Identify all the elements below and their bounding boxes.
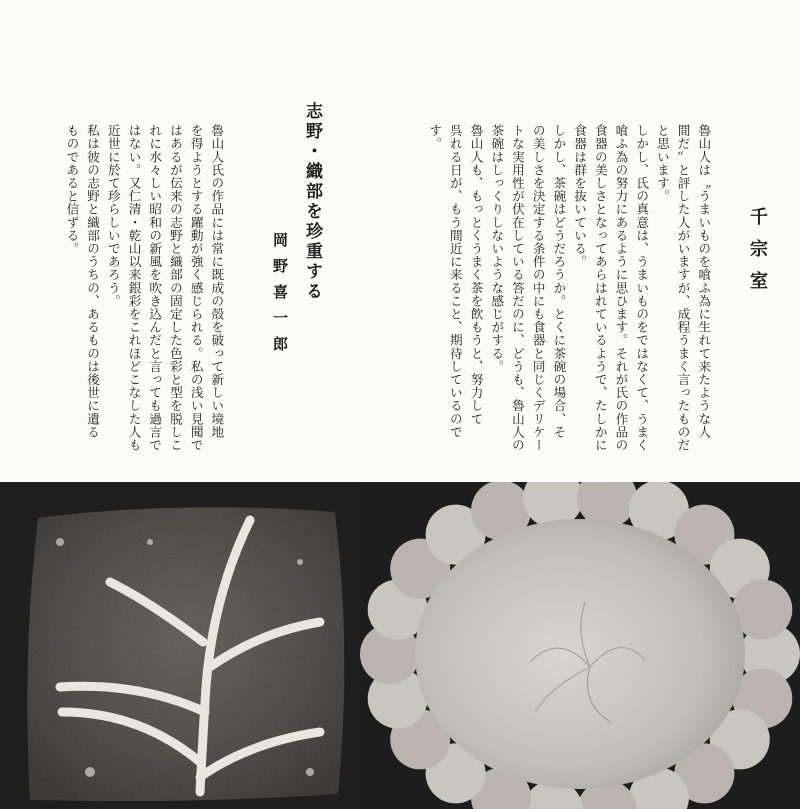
essay-sen-column: しかし、氏の真意は、うまいものをではなくて、うまく xyxy=(634,124,650,452)
photo-scalloped-plate xyxy=(360,482,800,809)
essay-sen-column: しかし、茶碗はどうだろうか。とくに茶碗の場合、そ xyxy=(551,124,567,439)
essay-okano-column: を得ようとする躍動が強く感じられる。私の浅い見聞で xyxy=(188,124,204,452)
essay-okano-column: 私は彼の志野と織部のうちの、あるものは後世に遺る xyxy=(85,124,101,439)
essay-okano-column: はあるが伝来の志野と織部の固定した色彩と型を脱しこ xyxy=(167,124,183,452)
essay-okano-column: れに水々しい昭和の新風を吹き込んだと言っても過言で xyxy=(147,124,163,452)
photo-oribe-square-plate xyxy=(0,482,360,809)
essay-sen-column: トな実用性が伏在している答だのに、どうも、魯山人の xyxy=(509,124,525,452)
essay-sen-column: と思います。 xyxy=(654,124,670,203)
essay-sen-column: 魯山人も、もっとくうまく茶を飲もうと、努力して xyxy=(468,124,484,426)
essay-okano-column: はない。又仁清・乾山以来銀彩をこれほどこなした人も xyxy=(126,124,142,452)
essay-okano-author: 岡野喜一郎 xyxy=(271,232,289,362)
essay-sen-column: 呉れる日が、もう間近に来ること、期待しているので xyxy=(447,124,463,439)
oribe-plate-image xyxy=(0,482,360,809)
essay-sen-column: 喰ふ為の努力にあるように思ひます。それが氏の作品の xyxy=(613,124,629,452)
photo-strip xyxy=(0,482,800,809)
scalloped-plate-image xyxy=(360,482,800,809)
plate-center xyxy=(415,519,745,789)
essay-okano-title: 志野・織部を珍重する xyxy=(302,102,322,302)
essay-sen-column: の美しさを決定する条件の中にも食器と同じくデリケー xyxy=(530,124,546,452)
essay-okano-column: 魯山人氏の作品には常に既成の殻を破って新しい境地 xyxy=(209,124,225,439)
essay-sen-body xyxy=(403,62,734,474)
essay-sen-column: 食器の美しさとなってあらはれているようで、たしかに xyxy=(592,124,608,452)
essay-sen-column: 間だ〟と評した人がいますが、成程うまく言ったものだ xyxy=(675,124,691,452)
essay-okano-body xyxy=(40,62,247,474)
essay-okano-column: ものであると信ずる。 xyxy=(64,124,80,255)
essay-okano-column: 近世に於て珍らしいであろう。 xyxy=(105,124,121,308)
essay-sen-author: 千宗室 xyxy=(747,207,768,303)
essay-sen-column: す。 xyxy=(427,124,443,151)
essay-sen-column: 食器は群を抜いている。 xyxy=(572,124,588,269)
essay-sen-column: 魯山人は〝うまいものを喰ふ為に生れて来たような人 xyxy=(696,124,712,439)
essay-sen-column: 茶碗はしっくりしないような感じがする。 xyxy=(489,124,505,373)
